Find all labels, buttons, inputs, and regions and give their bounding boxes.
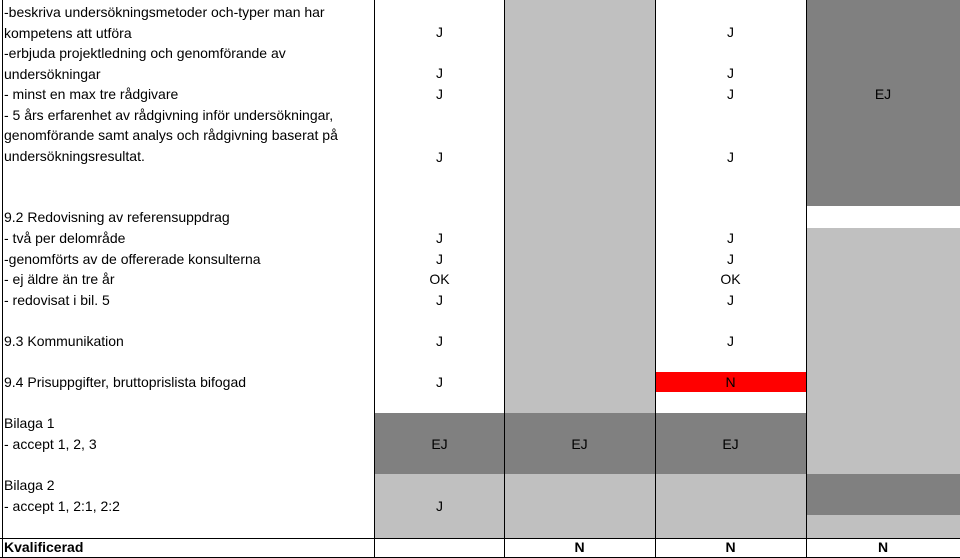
kvalificerad-label: Kvalificerad — [4, 539, 84, 555]
col4-fill-light-bottom — [806, 515, 960, 538]
section-9-2-item: - ej äldre än tre år — [4, 271, 115, 287]
bilaga-1-item: - accept 1, 2, 3 — [4, 436, 97, 452]
bilaga2-col3-fill-light — [655, 474, 806, 538]
col2-value: EJ — [571, 436, 588, 452]
col1-value: J — [436, 24, 443, 40]
col1-value: J — [436, 149, 443, 165]
col1-value: OK — [429, 271, 450, 287]
section-9-2-item: - redovisat i bil. 5 — [4, 291, 110, 308]
col3-value: J — [727, 149, 734, 165]
col3-value: J — [727, 86, 734, 102]
req-line: kompetens att utföra — [4, 24, 132, 41]
req-line: - minst en max tre rådgivare — [4, 86, 179, 102]
req-line: -beskriva undersökningsmetoder och-typer man har — [4, 4, 325, 20]
col3-value: J — [727, 24, 734, 40]
col1-value: J — [436, 374, 443, 390]
section-9-2-item: - två per delområde — [4, 230, 126, 246]
bilaga-2-heading: Bilaga 2 — [4, 477, 55, 493]
col3-value: EJ — [722, 436, 739, 452]
col1-value: J — [436, 497, 443, 514]
col3-value: J — [727, 65, 734, 81]
col3-value: J — [727, 333, 734, 349]
req-line: undersökningsresultat. — [4, 147, 145, 164]
col1-value: J — [436, 86, 443, 102]
section-9-2-item: -genomförts av de offererade konsulterna — [4, 250, 261, 267]
req-line: -erbjuda projektledning och genomförande av — [4, 45, 286, 61]
col1-value: J — [436, 250, 443, 267]
grid-vline — [2, 0, 3, 558]
col3-value: J — [727, 250, 734, 267]
bilaga-2-item: - accept 1, 2:1, 2:2 — [4, 497, 120, 514]
section-9-2-heading: 9.2 Redovisning av referensuppdrag — [4, 209, 230, 225]
col4-fill-dark-bilaga2 — [806, 474, 960, 515]
req-line: - 5 års erfarenhet av rådgivning inför undersökningar, — [4, 106, 334, 123]
col1-value: EJ — [431, 436, 448, 452]
section-9-3-heading: 9.3 Kommunikation — [4, 333, 124, 349]
col1-value: J — [436, 65, 443, 81]
col2-kval-value: N — [574, 539, 585, 555]
col1-value: J — [436, 230, 443, 246]
section-9-4-heading: 9.4 Prisuppgifter, bruttoprislista bifogad — [4, 374, 247, 390]
req-line: undersökningar — [4, 65, 101, 82]
req-line: genomförande samt analys och rådgivning baserat på — [4, 127, 338, 143]
col4-value: EJ — [874, 86, 892, 102]
col3-value: J — [727, 291, 734, 308]
col3-kval-value: N — [725, 539, 736, 555]
col3-value: J — [727, 230, 734, 246]
bilaga-1-heading: Bilaga 1 — [4, 415, 55, 431]
col3-value: OK — [720, 271, 741, 287]
grid-vline — [504, 0, 505, 558]
col1-value: J — [436, 291, 443, 308]
col1-value: J — [436, 333, 443, 349]
col4-kval-value: N — [877, 539, 889, 555]
col3-value-red: N — [725, 374, 736, 390]
col4-fill-light — [806, 228, 960, 474]
